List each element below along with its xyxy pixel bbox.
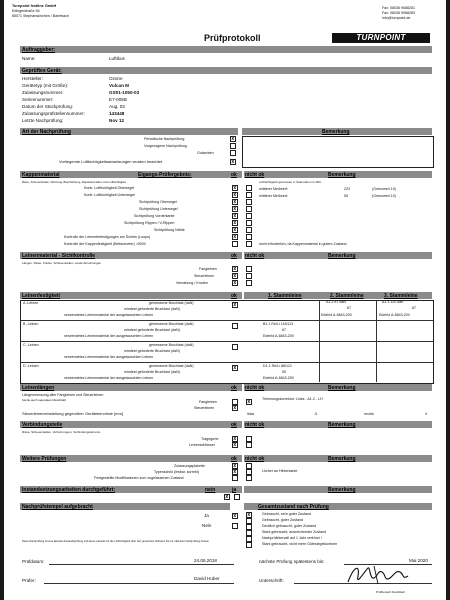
ok-checkbox[interactable] <box>232 185 238 191</box>
ok-checkbox[interactable] <box>232 199 238 205</box>
instandsetzung-nein-checkbox[interactable] <box>224 494 230 500</box>
group-label-a: A -Leinen <box>23 301 39 305</box>
laengen-note: Längenmessung aller Fangleinen und Steuerleinen <box>22 393 104 397</box>
kappen-item: Sichtprüfung Obersegel <box>139 200 177 204</box>
ok-checkbox[interactable] <box>232 365 238 371</box>
row-label: verwendetes Leinenmaterial der ausgetauschten Leinen <box>64 334 154 338</box>
cell-value: A1.3 120 dan <box>382 300 404 304</box>
section-bar-verbindung: Verbindungsteile <box>20 421 230 428</box>
company-fax: Fax: 08036 9088281 <box>382 6 415 10</box>
geraet-value: Vulcan M <box>109 83 129 88</box>
nichtok-checkbox[interactable] <box>246 192 252 198</box>
section-bar-festigkeit: Leinenfestigkeit <box>20 292 230 299</box>
ok-checkbox[interactable] <box>232 323 238 329</box>
geraet-value: E7-005B <box>109 97 127 102</box>
ok-checkbox[interactable] <box>232 344 238 350</box>
ok-checkbox[interactable] <box>232 405 238 411</box>
cell-value: Edelrid A-6843-200 <box>321 313 352 317</box>
measure-note: Lufttüchtigkeit gemessen in Sekunden mit JDC <box>259 180 322 184</box>
turnpoint-logo: TURNPOINT <box>332 33 430 43</box>
row-label: mindest geforderte Bruchlast (daN) <box>124 307 180 311</box>
ok-header: ok <box>230 384 242 391</box>
rechts-label: rechts <box>364 412 374 416</box>
weitere-item: Festgestellte Modifikationen zum zugelassenen Zustand <box>94 476 184 480</box>
pruefer-value: David Huber <box>194 576 220 581</box>
checkbox-vorgezogen[interactable] <box>230 143 236 149</box>
geraet-label: Zulassungsnummer: <box>22 90 64 95</box>
geraet-label: Seriennummer: <box>22 97 54 102</box>
stempel-ja-label: Ja <box>204 513 209 518</box>
kappen-item: Kontr. Lufttüchtigkeit Obersegel <box>84 186 135 190</box>
gesamt-item: Stark gebraucht, nicht mehr Gütesiegelkonform <box>262 542 338 546</box>
trimm-note: Trimmungskorrektur: Links - A1.2 - LH <box>262 397 323 401</box>
cell-value: 67 <box>347 306 351 310</box>
links-label: links <box>247 412 255 416</box>
instandsetzung-ja-checkbox[interactable] <box>234 494 240 500</box>
group-label-b: B -Leinen <box>23 322 39 326</box>
ok-checkbox[interactable] <box>232 234 238 240</box>
stammleine-header: 1. Stammleine 2. Stammleine 3. Stammleine <box>244 292 432 299</box>
nichtok-header: nicht ok Bemerkung <box>244 455 432 462</box>
next-label: nächste Prüfung spätestens bis: <box>259 559 325 564</box>
ok-header: ok <box>230 171 242 178</box>
ok-checkbox[interactable] <box>232 192 238 198</box>
nichtok-header: nicht ok Bemerkung <box>244 421 432 428</box>
ok-checkbox[interactable] <box>232 227 238 233</box>
nichtok-checkbox[interactable] <box>246 475 252 481</box>
nichtok-checkbox[interactable] <box>246 234 252 240</box>
kappen-item: Sichtprüfung Untersegel <box>139 207 178 211</box>
links-value: -5 <box>314 412 318 416</box>
section-bar-kappen: Kappenmaterial Eigangs-Prüfergebnis: <box>20 171 238 178</box>
row-label: mindest geforderte Bruchlast (daN) <box>124 370 180 374</box>
stempel-note: Diese Nachprüfung ist eine aktuelle Zustandsprüfung und keine Garantie für die Lufttüchtigkeit über den genannten Zeitraum bis zur nächsten Nachprüfung hinaus <box>22 540 209 543</box>
company-email: info@turnpoint.de <box>382 16 411 20</box>
leinen-sicht-item: Fangleinen <box>199 267 217 271</box>
measure-label: mittlerer Meßwert: <box>259 187 288 191</box>
geraet-value: Aug. 03 <box>109 104 125 109</box>
weitere-item: Zulassungsplakette <box>174 464 205 468</box>
nichtok-checkbox[interactable] <box>246 206 252 212</box>
nichtok-checkbox[interactable] <box>246 266 252 272</box>
verbindung-item: Leinenschlösser <box>189 443 215 447</box>
bemerkung-bar: Bemerkung <box>242 128 432 135</box>
nichtok-checkbox[interactable] <box>246 199 252 205</box>
company-name: Turnpoint festline GmbH <box>12 4 57 8</box>
pruefdatum-line <box>49 564 234 565</box>
cell-value: 50 <box>282 370 286 374</box>
weitere-bemerkung: Löcher an Hinterkante <box>262 469 298 473</box>
leinen-sicht-item: Steuerleinen <box>194 274 215 278</box>
verbindung-item: Tragegurte <box>201 437 219 441</box>
company-street: Edingerstraße 54 <box>12 9 40 13</box>
gesamt-item: Nachprüfintervall auf 1 Jahr verkürzt ! <box>262 536 322 540</box>
nichtok-checkbox[interactable] <box>246 220 252 226</box>
row-label: gemessene Bruchlast (daN) <box>149 364 194 368</box>
page-title: Prüfprotokoll <box>204 33 261 43</box>
nichtok-checkbox[interactable] <box>246 273 252 279</box>
geraet-value: Nov 12 <box>109 118 125 123</box>
nichtok-header: nicht ok Bemerkung <box>244 171 432 178</box>
ok-checkbox[interactable] <box>232 475 238 481</box>
section-bar-weitere: Weitere Prüfungen <box>20 455 230 462</box>
geraet-value: GS01-1050-03 <box>109 90 140 95</box>
group-label-c: C -Leinen <box>23 343 39 347</box>
row-label: gemessene Bruchlast (daN) <box>149 322 194 326</box>
client-name-label: Name: <box>22 56 36 61</box>
stempel-nein-label: Nein <box>202 523 212 528</box>
table-row-line <box>20 341 433 342</box>
stempel-nein-checkbox[interactable] <box>232 523 238 529</box>
kappen-item: Kontrolle der Leinenbefestigungen am Schirm (Loops) <box>64 235 151 239</box>
section-bar-instandsetzung: Instandsetzungsarbeiten durchgeführt: nein <box>20 486 230 493</box>
row-label: mindest geforderte Bruchlast (daN) <box>124 349 180 353</box>
ok-checkbox[interactable] <box>232 206 238 212</box>
cell-value: Edelrid A-6843-200 <box>263 376 294 380</box>
nachpruefung-item: Gutachten <box>197 151 214 155</box>
bemerkung-box[interactable] <box>242 136 434 168</box>
pruefer-label: Prüfer: <box>22 578 36 583</box>
stempel-ja-checkbox[interactable] <box>232 513 238 519</box>
kappen-item: Kontr. Lufttüchtigkeit Untersegel <box>84 193 135 197</box>
geraet-value: Ozone <box>109 76 123 81</box>
ok-checkbox[interactable] <box>232 273 238 279</box>
cell-value: A1.2 87 daN <box>326 300 346 304</box>
table-row-line <box>20 320 433 321</box>
bemerkung-bar: Bemerkung <box>244 486 432 493</box>
geraet-label: Letzte Nachprüfung: <box>22 118 64 123</box>
kappen-item: Sichtprüfung Rippen / V-Rippen <box>124 221 175 225</box>
next-value: Mai 2020 <box>409 558 428 563</box>
section-bar-geraet: Geprüftes Gerät: <box>20 67 432 74</box>
protocol-page <box>4 0 446 600</box>
geraet-label: Datum der Stückprüfung: <box>22 104 74 109</box>
nichtok-checkbox[interactable] <box>246 280 252 286</box>
stamp-label: Prüfbereich Deckblatt <box>376 590 405 594</box>
gesamt-item: Gebraucht, guter Zustand <box>262 518 303 522</box>
pruefdatum-label: Prüfdatum: <box>22 559 45 564</box>
section-bar-leinenlaengen: Leinenlängen <box>20 384 230 391</box>
ok-checkbox[interactable] <box>232 241 238 247</box>
section-bar-auftraggeber: Auftraggeber: <box>20 46 432 53</box>
client-name-value: Luftikus <box>109 56 125 61</box>
gesamt-item: Deutlich gebraucht, guter Zustand <box>262 524 317 528</box>
ok-header: ok <box>230 455 242 462</box>
ok-header: ok <box>230 252 242 259</box>
kappen-item: Kontrolle der Kappenfestigkeit (Bettsometer) >9000 <box>64 242 146 246</box>
leinen-sicht-item: Vernahung / Knoten <box>176 281 208 285</box>
laengen-item: Fangleinen <box>199 400 217 404</box>
nachpruefung-item: Vorliegende Lufttüchtigkeitsanweisungen wurden beachtet <box>59 159 163 164</box>
gesamt-item: Stark gebraucht, ausreichender Zustand <box>262 530 327 534</box>
section-bar-nachpruefung: Art der Nachprüfung <box>20 128 238 135</box>
row-label: verwendetes Leinenmaterial der ausgetauschten Leinen <box>64 313 154 317</box>
checkbox-gutachten[interactable] <box>230 150 236 156</box>
cell-value: D1.1 Re/Li 88/121 <box>263 364 292 368</box>
row-label: gemessene Bruchlast (daN) <box>149 343 194 347</box>
measure-label: mittlerer Meßwert: <box>259 194 288 198</box>
signature-icon <box>344 562 414 588</box>
checkbox-periodisch[interactable] <box>230 136 236 142</box>
nichtok-checkbox[interactable] <box>246 241 252 247</box>
geraet-label: Gerätetyp (mit Größe): <box>22 83 69 88</box>
kappen-item: Sichtprüfung Nähte <box>154 228 185 232</box>
row-label: verwendetes Leinenmaterial der ausgetauschten Leinen <box>64 376 154 380</box>
weitere-item: Typenschild (lesbar, korrekt) <box>154 470 199 474</box>
ja-header: ja <box>230 486 242 493</box>
measure-limit: (Grenzwert 10) <box>372 194 396 198</box>
measure-value: 223 <box>344 187 350 191</box>
ok-checkbox[interactable] <box>232 213 238 219</box>
nichtok-header: nicht ok Bemerkung <box>244 384 432 391</box>
section-bar-stempel: Nachprüfstempel aufgebracht <box>20 503 230 510</box>
group-label-d: D -Leinen <box>23 364 39 368</box>
cell-value: 67 <box>412 306 416 310</box>
nachpruefung-item: Periodische Nachprüfung <box>144 137 185 141</box>
kappen-note: Risse, Scheuerstellen, Dehnung, Beschichtung, Reparaturstellen und Lufttüchtigkeit <box>22 180 126 184</box>
laengen-note-2: (siehe auch separates Messblatt) <box>22 398 67 402</box>
nichtok-header: nicht ok Bemerkung <box>244 252 432 259</box>
pruefdatum-value: 24.05.2018 <box>194 558 217 563</box>
nichtok-checkbox[interactable] <box>246 227 252 233</box>
cell-value: B1.1 Re/Li 118/113 <box>263 322 294 326</box>
laengen-item: Steuerleinen <box>194 406 215 410</box>
company-fax-2: Fax: 08036 9088283 <box>382 11 415 15</box>
row-label: mindest geforderte Bruchlast (daN) <box>124 328 180 332</box>
section-bar-gesamt: Gesamtzustand nach Prüfung <box>244 503 432 510</box>
cell-value: Edelrid A-6843-200 <box>263 334 294 338</box>
geraet-label: Zulassungsprüfstellennummer: <box>22 111 85 116</box>
section-bar-leinen-sicht: Leinenmaterial - Sichtkontrolle <box>20 252 230 259</box>
table-row-line <box>20 362 433 363</box>
row-label: gemessene Bruchlast (daN) <box>149 301 194 305</box>
ok-checkbox[interactable] <box>232 280 238 286</box>
geraet-value: 143448 <box>109 111 125 116</box>
gesamt-item: Gebraucht, sehr guter Zustand <box>262 512 311 516</box>
unterschrift-label: Unterschrift: <box>259 578 284 583</box>
row-label: verwendetes Leinenmaterial der ausgetauschten Leinen <box>64 355 154 359</box>
measure-value: 55 <box>344 194 348 198</box>
kappen-item: Sichtprüfung Vorderkante <box>134 214 175 218</box>
nichtok-checkbox[interactable] <box>246 185 252 191</box>
checkbox-lta[interactable] <box>230 159 236 165</box>
nichtok-checkbox[interactable] <box>246 399 252 405</box>
rechts-value: 4 <box>425 412 427 416</box>
cell-value: Edelrid A-6843-200 <box>379 313 410 317</box>
nachpruefung-item: Vorgezogene Nachprüfung <box>144 144 187 148</box>
ok-checkbox[interactable] <box>232 442 238 448</box>
nichtok-checkbox[interactable] <box>246 213 252 219</box>
pruefer-line <box>44 583 234 584</box>
ok-checkbox[interactable] <box>232 220 238 226</box>
verbindung-note: Risse, Scheuerstellen, Verformungen, Verbindungsteil usw. <box>22 430 101 434</box>
steuer-note: Steuerleineneinstellung gegenüber Gerätekennlinie [mm] <box>22 411 123 416</box>
leinen-sicht-note: Längen, Risse, Knicke, Scheuerstellen, sowie Abnutzungen <box>22 261 102 265</box>
ok-checkbox[interactable] <box>232 302 238 308</box>
measure-limit: (Grenzwert 10) <box>372 187 396 191</box>
company-city: 85071 Stephanskirchen / Baierbach <box>12 14 69 18</box>
gesamt-checkbox[interactable] <box>246 542 252 548</box>
geraet-label: Hersteller: <box>22 76 43 81</box>
ok-header: ok <box>230 292 242 299</box>
nichtok-checkbox[interactable] <box>246 442 252 448</box>
ok-checkbox[interactable] <box>232 266 238 272</box>
ok-header: ok <box>230 421 242 428</box>
cell-value: 67 <box>282 328 286 332</box>
kappen-zustand: nicht erforderlich, da Kappenmaterial in gutem Zustand <box>259 242 347 246</box>
